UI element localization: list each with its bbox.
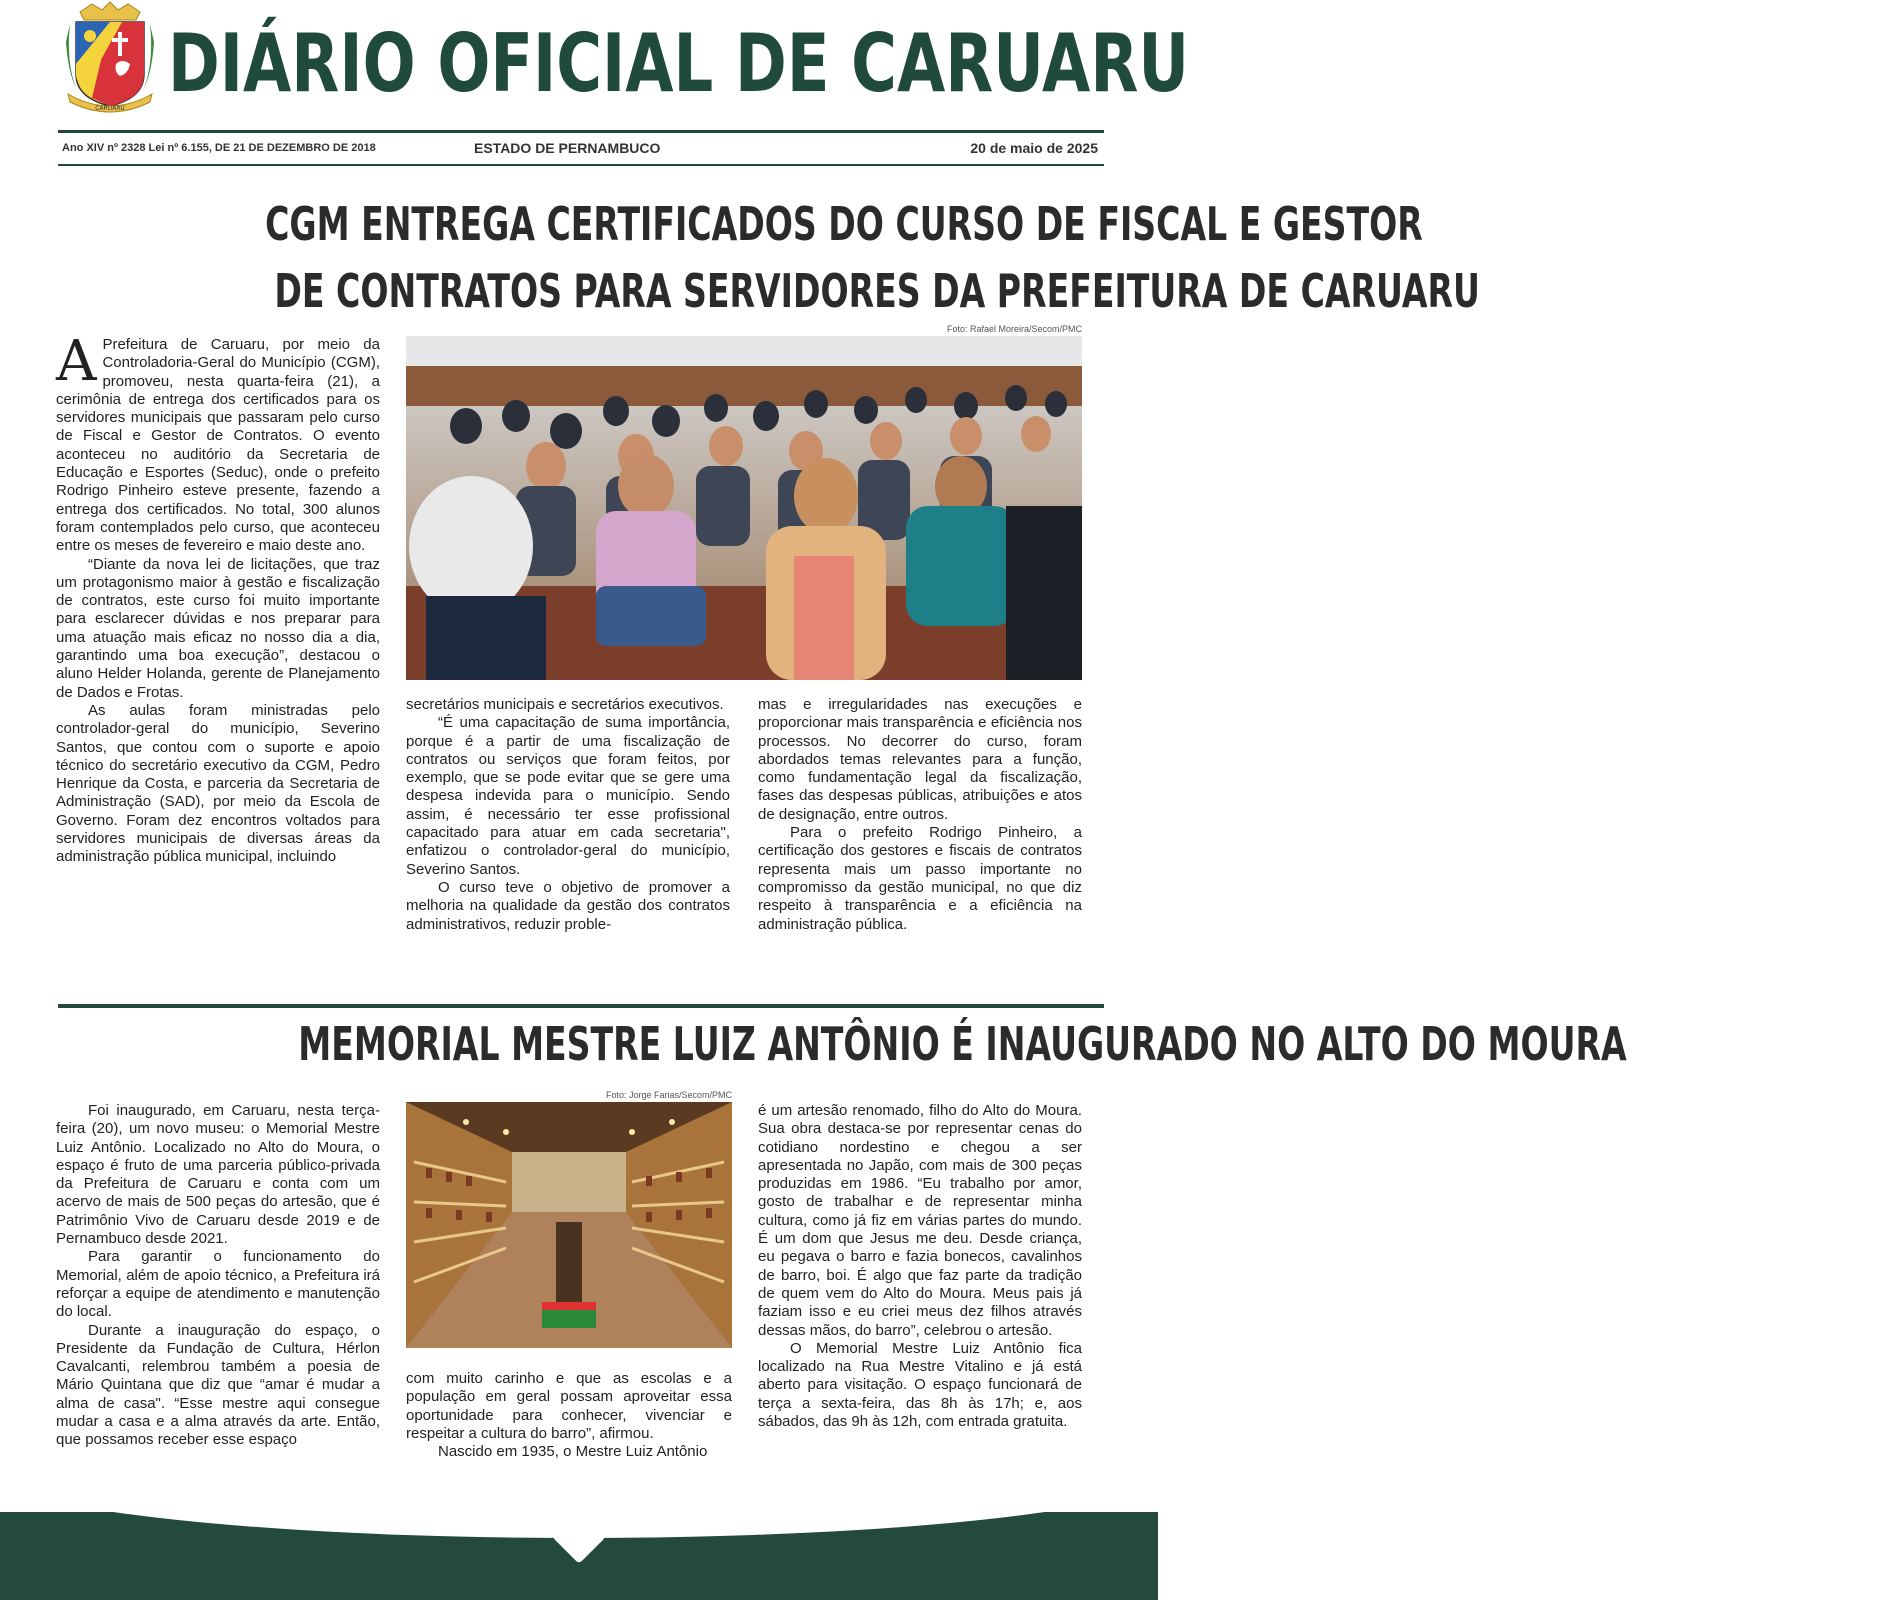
article1-paragraph: O curso teve o objetivo de promover a melhoria na qualidade da gestão dos contratos administrativos, reduzir proble- — [406, 878, 730, 933]
svg-text:CARUARU: CARUARU — [95, 105, 125, 112]
article2-headline: MEMORIAL MESTRE LUIZ ANTÔNIO É INAUGURADO NO ALTO DO MOURA — [298, 1017, 1627, 1071]
drop-cap: A — [56, 329, 97, 394]
masthead-title: DIÁRIO OFICIAL DE CARUARU — [168, 17, 1190, 110]
article1-paragraph: “Diante da nova lei de licitações, que traz um protagonismo maior à gestão e fiscalização de contratos, este curso foi muito importante para esclarecer dúvidas e nos preparar para uma atuação mais eficaz no nosso dia a dia, garantindo uma boa execução”, destacou o aluno Helder Holanda, gerente de Planejamento de Dados e Frotas. — [56, 555, 380, 701]
article1-photo-credit: Foto: Rafael Moreira/Secom/PMC — [946, 324, 1082, 334]
edition-info-bar — [62, 138, 1102, 160]
article2-photo-credit: Foto: Jorge Farias/Secom/PMC — [605, 1090, 732, 1100]
article2-column-3 — [758, 1102, 1082, 1431]
article2-paragraph: com muito carinho e que as escolas e a população em geral possam aproveitar essa oportunidade para conhecer, vivenciar e respeitar a cultura do barro”, afirmou. — [406, 1370, 732, 1442]
article2-paragraph: Foi inaugurado, em Caruaru, nesta terça-feira (20), um novo museu: o Memorial Mestre Luiz Antônio. Localizado no Alto do Moura, o espaço é fruto de uma parceria público-privada da Prefeitura de Caruaru e conta com um acervo de mais de 500 peças do artesão, que é Patrimônio Vivo de Caruaru desde 2019 e de Pernambuco desde 2021. — [56, 1102, 380, 1248]
article2-paragraph: é um artesão renomado, filho do Alto do Moura. Sua obra destaca-se por representar cenas do cotidiano nordestino e chegou a ser apresentada no Japão, com mais de 300 peças produzidas em 1986. “Eu trabalho por amor, gosto de trabalhar e de representar minha cultura, como já fiz em várias partes do mundo. É um dom que Jesus me deu. Desde criança, eu pegava o barro e fazia bonecos, cavalinhos de barro, boi. É algo que faz parte da tradição de quem vem do Alto do Moura. Meus pais já faziam isso e eu criei meus dez filhos através dessas mãos, do barro”, celebrou o artesão. — [758, 1102, 1082, 1339]
article2-paragraph: Para garantir o funcionamento do Memorial, além de apoio técnico, a Prefeitura irá reforçar a equipe de atendimento e manutenção do local. — [56, 1248, 380, 1321]
state-label: ESTADO DE PERNAMBUCO — [474, 140, 661, 156]
article1-paragraph: “É uma capacitação de suma importância, porque é a partir de uma fiscalização de contratos ou serviços que foram feitos, por exemplo, que se pode evitar que se gere uma despesa indevida para o município. Sendo assim, é necessário ter esse profissional capacitado para atuar em cada secretaria", enfatizou o controlador-geral do município, Severino Santos. — [406, 714, 730, 878]
article1-headline: CGM ENTREGA CERTIFICADOS DO CURSO DE FISCAL E GESTOR DE CONTRATOS PARA SERVIDORES DA PREFEITURA DE CARUARU — [265, 197, 1480, 318]
article2-column-1 — [56, 1102, 380, 1450]
article2-memorial-photo — [406, 1102, 732, 1348]
article1-column-1 — [56, 329, 380, 867]
article1-paragraph: Para o prefeito Rodrigo Pinheiro, a certificação dos gestores e fiscais de contratos representa mais um passo importante no compromisso da gestão municipal, no que diz respeito à transparência e a eficiência na administração pública. — [758, 824, 1082, 933]
article1-auditorium-photo — [406, 336, 1082, 680]
section-divider — [58, 1004, 1104, 1008]
article1-paragraph: mas e irregularidades nas execuções e proporcionar mais transparência e eficiência nos processos. No decorrer do curso, foram abordados temas relevantes para a função, como fundamentação legal da fiscalização, fases das despesas públicas, atribuições e atos de designação, entre outros. — [758, 696, 1082, 823]
article2-column-2 — [406, 1370, 732, 1461]
article1-paragraph: A Prefeitura de Caruaru, por meio da Controladoria-Geral do Município (CGM), promoveu, nesta quarta-feira (21), a cerimônia de entrega dos certificados para os servidores municipais que passaram pelo curso de Fiscal e Gestor de Contratos. O evento aconteceu no auditório da Secretaria de Educação e Esportes (Seduc), onde o prefeito Rodrigo Pinheiro esteve presente, fazendo a entrega dos certificados. No total, 300 alunos foram contemplados pelo curso, que aconteceu entre os meses de fevereiro e maio deste ano. — [56, 329, 380, 555]
article1-paragraph: As aulas foram ministradas pelo controlador-geral do município, Severino Santos, que contou com o suporte e apoio técnico do secretário executivo da CGM, Pedro Henrique da Costa, e parceria da Secretaria de Administração (SAD), por meio da Escola de Governo. Foram dez encontros voltados para servidores municipais de diversas áreas da administração pública municipal, incluindo — [56, 701, 380, 866]
article2-paragraph: Nascido em 1935, o Mestre Luiz Antônio — [438, 1443, 708, 1461]
article1-paragraph: secretários municipais e secretários executivos. — [406, 696, 724, 713]
publication-date: 20 de maio de 2025 — [970, 140, 1098, 156]
article2-paragraph: Durante a inauguração do espaço, o Presidente da Fundação de Cultura, Hérlon Cavalcanti, relembrou também a poesia de Mário Quintana que diz que “amar é mudar a alma de casa". “Esse mestre aqui consegue mudar a casa e a alma através da arte. Então, que possamos receber esse espaço — [56, 1321, 380, 1449]
article1-column-2 — [406, 696, 730, 934]
city-coat-of-arms-logo — [62, 2, 158, 118]
header-rule-top — [58, 130, 1104, 133]
header-rule-bottom — [58, 164, 1104, 166]
edition-info: Ano XIV nº 2328 Lei nº 6.155, DE 21 DE DEZEMBRO DE 2018 — [62, 142, 376, 154]
article2-paragraph: O Memorial Mestre Luiz Antônio fica localizado na Rua Mestre Vitalino e já está aberto para visitação. O espaço funcionará de terça a sexta-feira, das 8h às 17h; e, aos sábados, das 9h às 12h, com entrada gratuita. — [758, 1339, 1082, 1431]
article1-column-3 — [758, 696, 1082, 934]
